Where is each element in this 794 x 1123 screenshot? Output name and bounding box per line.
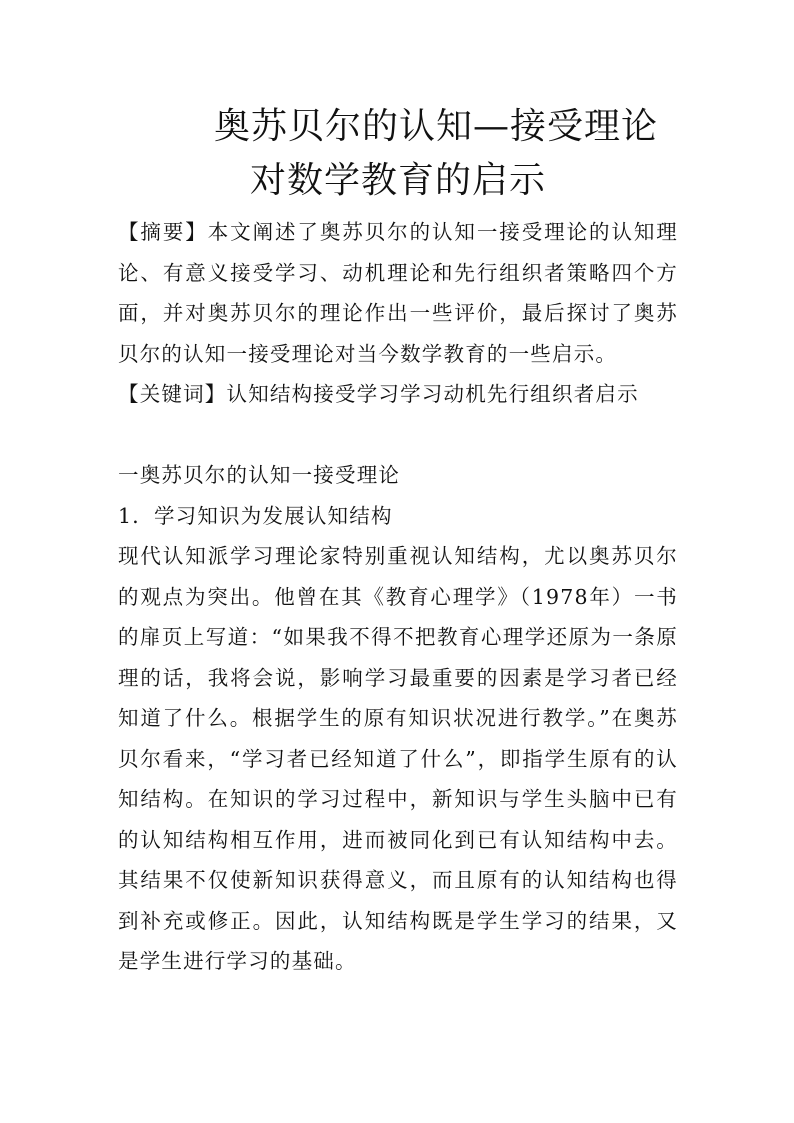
title-line-1: 奥苏贝尔的认知—接受理论 [214,106,659,147]
blank-line [118,415,678,456]
section-heading: 一奥苏贝尔的认知一接受理论 [118,463,401,487]
abstract-paragraph: 【摘要】本文阐述了奥苏贝尔的认知一接受理论的认知理论、有意义接受学习、动机理论和先行组织者策略四个方面，并对奥苏贝尔的理论作出一些评价，最后探讨了奥苏贝尔的认知一接受理论对当今数学教育的一些启示。 [118,220,678,366]
body-paragraph: 现代认知派学习理论家特别重视认知结构，尤以奥苏贝尔的观点为突出。他曾在其《教育心理学》（1978年）一书的扉页上写道：“如果我不得不把教育心理学还原为一条原理的话，我将会说，影响学习最重要的因素是学习者已经知道了什么。根据学生的原有知识状况进行教学。”在奥苏贝尔看来，“学习者已经知道了什么”，即指学生原有的认知结构。在知识的学习过程中，新知识与学生头脑中已有的认知结构相互作用，进而被同化到已有认知结构中去。其结果不仅使新知识获得意义，而且原有的认知结构也得到补充或修正。因此，认知结构既是学生学习的结果，又是学生进行学习的基础。 [118,544,678,973]
keywords-paragraph: 【关键词】认知结构接受学习学习动机先行组织者启示 [118,382,639,406]
document-body [118,212,678,982]
title-line-2: 对数学教育的启示 [250,160,547,201]
subsection-heading: 1．学习知识为发展认知结构 [118,503,393,528]
document-title [214,100,684,208]
